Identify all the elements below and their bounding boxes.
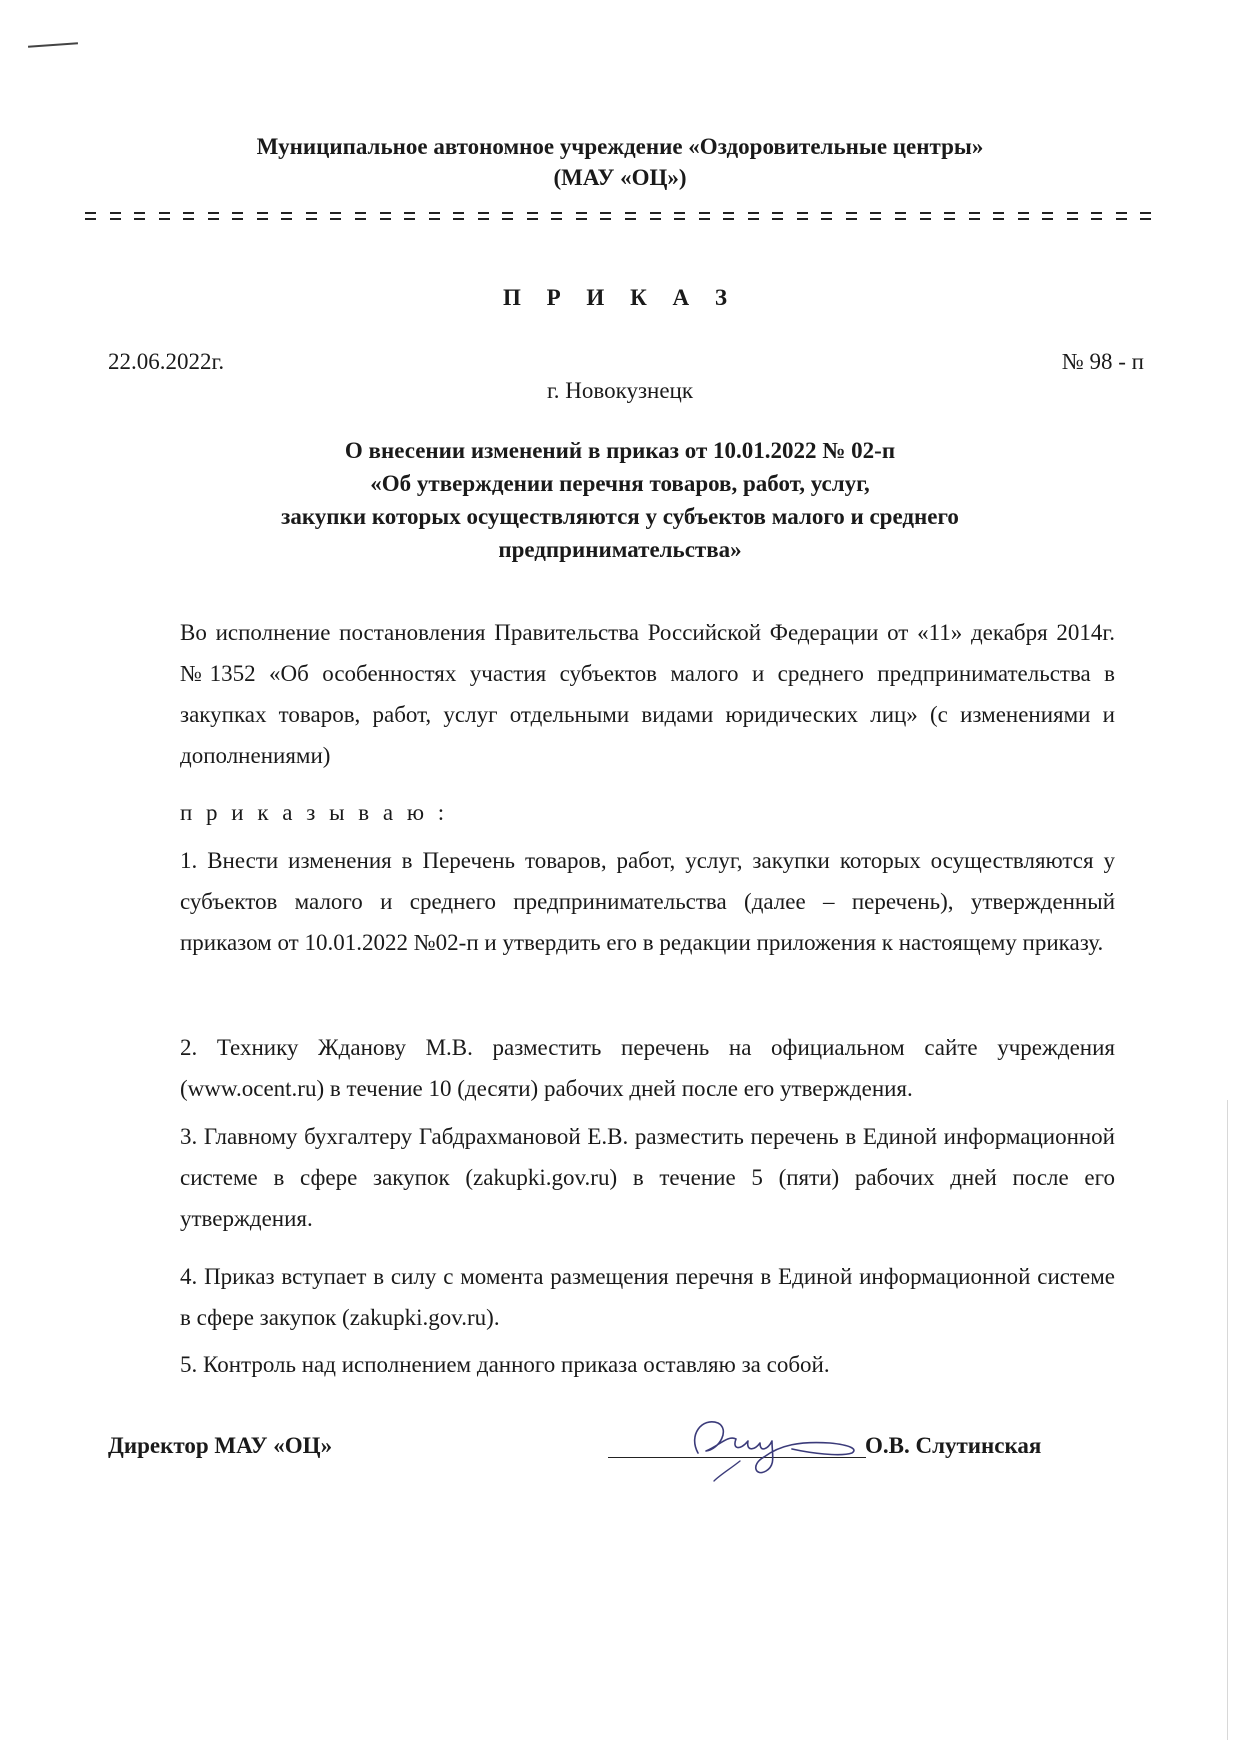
separator-dash <box>625 218 636 220</box>
separator-dash <box>772 218 783 220</box>
separator-dash <box>748 212 759 214</box>
handwritten-signature <box>680 1405 880 1485</box>
separator-dash <box>232 218 243 220</box>
separator-dash <box>502 212 513 214</box>
separator-dash <box>527 218 538 220</box>
order-item-text: 2. Технику Жданову М.В. разместить перечень на официальном сайте учреждения (www.ocent.ru) в течение 10 (десяти) рабочих дней после его утверждения. <box>180 1035 1115 1101</box>
separator-dash <box>208 212 219 214</box>
separator-dash <box>1067 218 1078 220</box>
separator-dash <box>944 218 955 220</box>
separator-dash <box>772 212 783 214</box>
separator-dash <box>380 212 391 214</box>
separator-dash <box>355 218 366 220</box>
preamble-text: Во исполнение постановления Правительства Российской Федерации от «11» декабря 2014г. №1352 «Об особенностях участия субъектов малого и среднего предпринимательства в закупках товаров, работ, услуг отдельными видами юридических лиц» (с изменениями и дополнениями) <box>180 620 1115 768</box>
separator-dash <box>895 218 906 220</box>
document-type: П Р И К А З <box>502 285 737 310</box>
separator-dash <box>1018 212 1029 214</box>
separator-dash <box>748 218 759 220</box>
separator-dash <box>183 218 194 220</box>
separator-dash <box>969 218 980 220</box>
separator-dash <box>674 212 685 214</box>
separator-dash <box>257 212 268 214</box>
separator-dash <box>551 218 562 220</box>
document-city: г. Новокузнецк <box>546 378 694 403</box>
separator-dash <box>159 212 170 214</box>
order-item <box>108 1116 1115 1239</box>
separator-dash <box>846 212 857 214</box>
order-item-text: 3. Главному бухгалтеру Габдрахмановой Е.В. разместить перечень в Единой информационной системе в сфере закупок (zakupki.gov.ru) в течение 5 (пяти) рабочих дней после его утверждения. <box>180 1124 1115 1231</box>
separator-dash <box>846 218 857 220</box>
separator-dash <box>723 218 734 220</box>
separator-dash <box>453 212 464 214</box>
document-number: № 98 - п <box>1061 349 1144 374</box>
order-item <box>108 1256 1115 1338</box>
separator-dash <box>870 212 881 214</box>
separator-dash <box>674 218 685 220</box>
separator-dash <box>625 212 636 214</box>
separator-dash <box>699 212 710 214</box>
separator-dash <box>355 212 366 214</box>
separator-dash <box>85 212 96 214</box>
separator-dash <box>551 212 562 214</box>
signer-name: О.В. Слутинская <box>865 1433 1042 1458</box>
separator-dash <box>1018 218 1029 220</box>
separator-dash <box>650 212 661 214</box>
separator-dash <box>281 218 292 220</box>
separator-dash <box>502 218 513 220</box>
separator-dash <box>797 218 808 220</box>
separator-dash <box>404 212 415 214</box>
separator-dash <box>478 212 489 214</box>
organization-abbreviation: (МАУ «ОЦ») <box>553 165 687 190</box>
subject-line: предпринимательства» <box>498 537 742 562</box>
separator-dash <box>208 218 219 220</box>
signer-position: Директор МАУ «ОЦ» <box>108 1433 333 1458</box>
order-item <box>108 1344 1115 1385</box>
preamble-paragraph <box>108 612 1115 776</box>
separator-dash <box>920 212 931 214</box>
separator-dash <box>429 212 440 214</box>
separator-dash <box>281 212 292 214</box>
separator-dash <box>330 218 341 220</box>
separator-dash <box>429 218 440 220</box>
separator-dash <box>257 218 268 220</box>
subject-line: закупки которых осуществляются у субъектов малого и среднего <box>281 504 959 529</box>
separator-dash <box>1140 218 1151 220</box>
separator-dash <box>797 212 808 214</box>
separator-dash <box>183 212 194 214</box>
separator-dash <box>85 218 96 220</box>
separator-dash <box>306 218 317 220</box>
separator-dash <box>650 218 661 220</box>
separator-dash <box>1116 218 1127 220</box>
separator-dash <box>821 218 832 220</box>
separator-dash <box>134 218 145 220</box>
scan-edge-line <box>1227 1100 1228 1740</box>
separator-dash <box>159 218 170 220</box>
separator-dash <box>478 218 489 220</box>
subject-line: О внесении изменений в приказ от 10.01.2022 № 02-п <box>344 438 896 463</box>
document-date: 22.06.2022г. <box>108 349 225 374</box>
separator-dash <box>1140 212 1151 214</box>
separator-dash <box>969 212 980 214</box>
separator-dash <box>1116 212 1127 214</box>
separator-dash <box>993 218 1004 220</box>
separator-dash <box>134 212 145 214</box>
separator-dash <box>600 218 611 220</box>
order-item-text: 4. Приказ вступает в силу с момента размещения перечня в Единой информационной системе в сфере закупок (zakupki.gov.ru). <box>180 1264 1115 1330</box>
separator-dash <box>1091 218 1102 220</box>
separator-dash <box>993 212 1004 214</box>
separator-dash <box>723 212 734 214</box>
subject-line: «Об утверждении перечня товаров, работ, услуг, <box>370 471 870 496</box>
separator-dash <box>1091 212 1102 214</box>
separator-dash <box>110 218 121 220</box>
separator-dash <box>527 212 538 214</box>
scan-mark <box>28 42 78 47</box>
separator-dash <box>453 218 464 220</box>
separator-dash <box>1067 212 1078 214</box>
separator-dash <box>895 212 906 214</box>
separator-dash <box>404 218 415 220</box>
separator-dash <box>944 212 955 214</box>
order-item-text: 5. Контроль над исполнением данного приказа оставляю за собой. <box>180 1352 830 1377</box>
separator-dash <box>600 212 611 214</box>
order-item <box>108 840 1115 963</box>
separator-dash <box>576 218 587 220</box>
separator-dash <box>1042 212 1053 214</box>
separator-dash <box>870 218 881 220</box>
separator-dash <box>110 212 121 214</box>
separator-dash <box>1042 218 1053 220</box>
separator-dash <box>699 218 710 220</box>
separator-dash <box>920 218 931 220</box>
order-item-text: 1. Внести изменения в Перечень товаров, работ, услуг, закупки которых осуществляются у субъектов малого и среднего предпринимательства (далее – перечень), утвержденный приказом от 10.01.2022 №02-п и утвердить его в редакции приложения к настоящему приказу. <box>180 848 1115 955</box>
separator-dash <box>380 218 391 220</box>
separator-dash <box>821 212 832 214</box>
separator-dash <box>330 212 341 214</box>
separator-dash <box>306 212 317 214</box>
organization-name: Муниципальное автономное учреждение «Оздоровительные центры» <box>256 134 984 159</box>
document-subject <box>150 434 1090 566</box>
separator-dash <box>576 212 587 214</box>
separator-dash <box>232 212 243 214</box>
double-line-separator <box>85 212 1165 225</box>
order-item <box>108 1027 1115 1109</box>
order-word: п р и к а з ы в а ю : <box>180 800 449 825</box>
